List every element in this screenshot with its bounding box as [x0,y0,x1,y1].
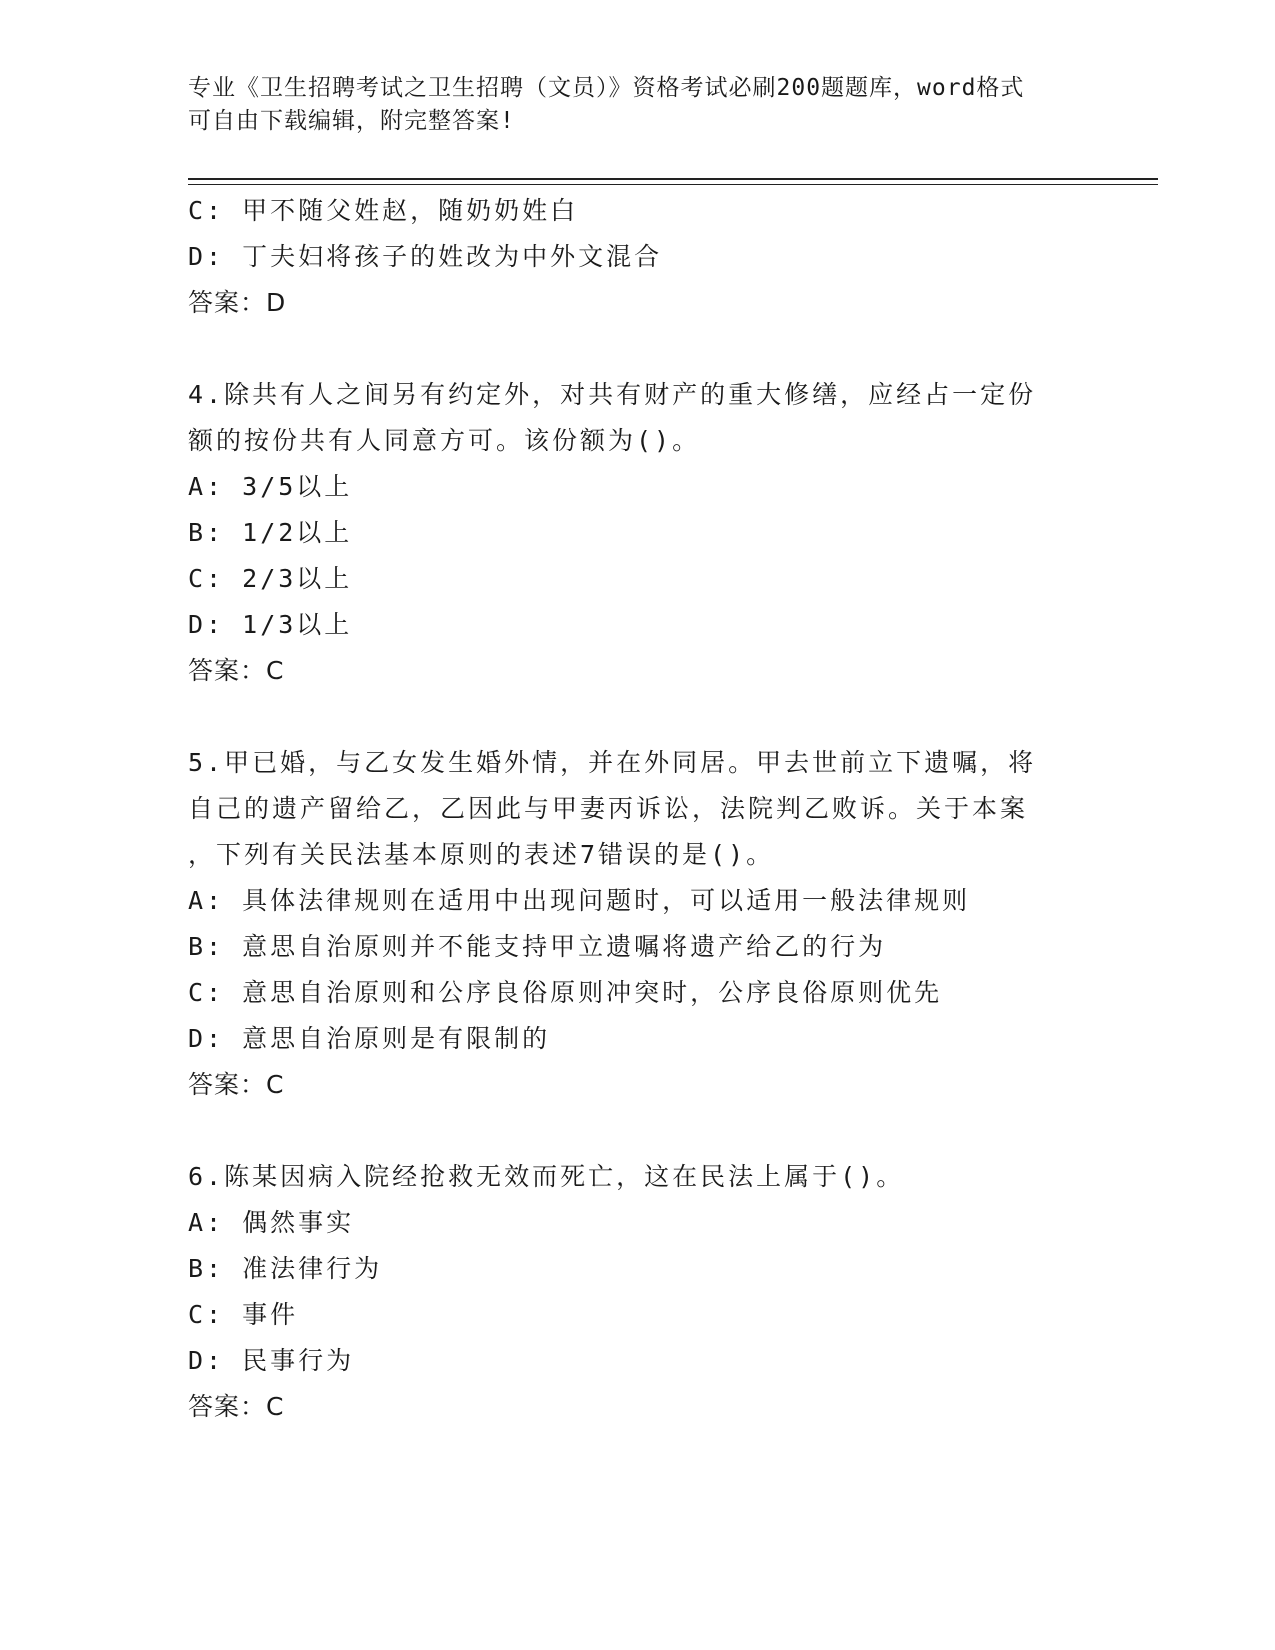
q5-stem-line-3: ，下列有关民法基本原则的表述7错误的是()。 [188,840,775,869]
header-divider-thick [188,178,1158,180]
q4-stem-line-2: 额的按份共有人同意方可。该份额为()。 [188,426,701,455]
q4-option-d: D: 1/3以上 [188,610,353,639]
header-line-2: 可自由下载编辑，附完整答案! [188,108,515,134]
document-header [188,72,1068,138]
q6-answer: 答案：C [188,1392,285,1421]
q6-option-b: B: 准法律行为 [188,1254,383,1283]
q4-option-a: A: 3/5以上 [188,472,353,501]
q3-answer: 答案：D [188,288,287,317]
header-divider-thin [188,184,1158,185]
q5-option-a: A: 具体法律规则在适用中出现问题时，可以适用一般法律规则 [188,886,971,915]
q5-stem-line-2: 自己的遗产留给乙，乙因此与甲妻丙诉讼，法院判乙败诉。关于本案 [188,794,1029,823]
question-3-block [188,188,1088,326]
q4-stem-line-1: 4.除共有人之间另有约定外，对共有财产的重大修缮，应经占一定份 [188,380,1037,409]
header-line-1: 专业《卫生招聘考试之卫生招聘（文员）》资格考试必刷200题题库，word格式 [188,75,1025,101]
q5-option-d: D: 意思自治原则是有限制的 [188,1024,551,1053]
q4-option-c: C: 2/3以上 [188,564,353,593]
spacer [188,694,1088,740]
question-content [188,188,1088,1430]
q6-stem-line-1: 6.陈某因病入院经抢救无效而死亡，这在民法上属于()。 [188,1162,905,1191]
q6-option-c: C: 事件 [188,1300,299,1329]
question-6-block [188,1154,1088,1430]
q5-answer: 答案：C [188,1070,285,1099]
q6-option-d: D: 民事行为 [188,1346,355,1375]
q3-option-c: C: 甲不随父姓赵，随奶奶姓白 [188,196,579,225]
q4-answer: 答案：C [188,656,285,685]
q5-option-c: C: 意思自治原则和公序良俗原则冲突时，公序良俗原则优先 [188,978,943,1007]
q4-option-b: B: 1/2以上 [188,518,353,547]
spacer [188,326,1088,372]
q5-option-b: B: 意思自治原则并不能支持甲立遗嘱将遗产给乙的行为 [188,932,887,961]
q3-option-d: D: 丁夫妇将孩子的姓改为中外文混合 [188,242,663,271]
question-4-block [188,372,1088,694]
q6-option-a: A: 偶然事实 [188,1208,355,1237]
spacer [188,1108,1088,1154]
question-5-block [188,740,1088,1108]
q5-stem-line-1: 5.甲已婚，与乙女发生婚外情，并在外同居。甲去世前立下遗嘱，将 [188,748,1037,777]
